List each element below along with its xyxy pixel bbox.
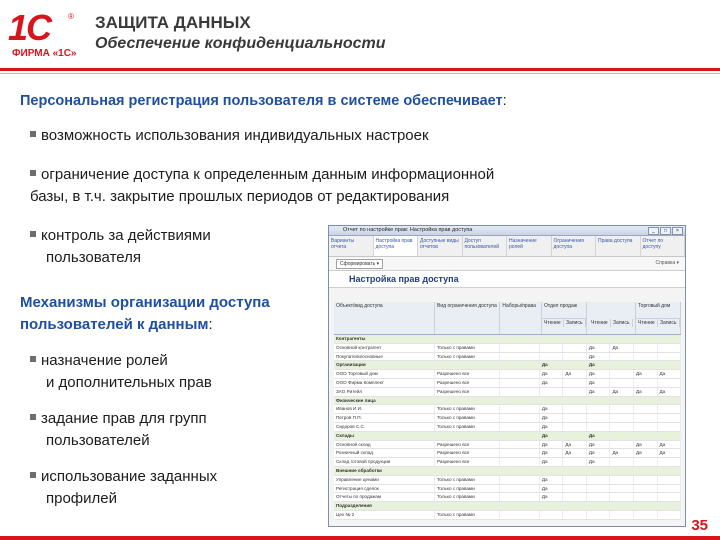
table-cell — [634, 493, 658, 501]
section-link[interactable]: Ограничения доступа — [552, 236, 597, 256]
table-cell: Да — [540, 458, 564, 466]
table-cell: Да — [587, 388, 611, 396]
column-header: Запись — [564, 319, 586, 327]
table-cell — [634, 458, 658, 466]
table-row[interactable] — [334, 423, 681, 432]
table-cell: Да — [587, 370, 611, 378]
column-header-spacer — [589, 303, 633, 319]
table-cell: Основной контрагент — [334, 344, 435, 352]
table-cell — [500, 370, 540, 378]
slide-subtitle: Обеспечение конфиденциальности — [95, 35, 386, 52]
table-row[interactable] — [334, 379, 681, 388]
section-link[interactable]: Варианты отчета — [329, 236, 374, 256]
column-subheaders — [589, 319, 633, 327]
table-cell — [634, 397, 658, 405]
table-cell — [587, 414, 611, 422]
table-cell — [500, 485, 540, 493]
table-cell — [658, 476, 682, 484]
logo-firm-name: ФИРМА «1С» — [12, 48, 77, 59]
company-logo — [6, 8, 86, 62]
access-settings-window — [328, 225, 686, 527]
table-cell: Да — [540, 423, 564, 431]
table-cell: Управление ценами — [334, 476, 435, 484]
table-cell — [500, 441, 540, 449]
column-header: Чтение — [542, 319, 564, 327]
table-cell: Разрешено все — [435, 449, 500, 457]
table-cell — [500, 335, 540, 343]
table-group-row[interactable] — [334, 502, 681, 511]
maximize-icon[interactable]: □ — [660, 227, 671, 235]
bullet-square-icon — [30, 414, 36, 420]
section-link[interactable]: Доступ пользователей — [463, 236, 508, 256]
table-cell — [563, 485, 587, 493]
bullet-text-continued: базы, в т.ч. закрытие прошлых периодов от редактирования — [30, 188, 450, 205]
bullet-text: контроль за действиями — [41, 227, 211, 244]
table-cell — [610, 423, 634, 431]
column-group-header: Торговый дом — [636, 302, 680, 319]
table-cell — [610, 361, 634, 369]
table-cell — [563, 432, 587, 440]
table-cell — [500, 397, 540, 405]
table-cell: Да — [587, 449, 611, 457]
table-cell — [658, 432, 682, 440]
table-cell — [500, 449, 540, 457]
table-cell: Иванов И.И. — [334, 405, 435, 413]
section-panel — [329, 236, 685, 257]
table-cell — [587, 335, 611, 343]
section-link[interactable]: Права доступа — [596, 236, 641, 256]
table-cell — [634, 353, 658, 361]
table-cell: Да — [563, 441, 587, 449]
table-cell: ЗАО Ритейл — [334, 388, 435, 396]
table-cell — [435, 467, 500, 475]
table-cell: Да — [610, 449, 634, 457]
list-item — [30, 408, 207, 452]
table-cell — [587, 405, 611, 413]
table-cell — [634, 423, 658, 431]
table-cell — [610, 502, 634, 510]
table-cell — [500, 511, 540, 519]
table-cell: Только с правами — [435, 423, 500, 431]
table-cell — [563, 467, 587, 475]
table-cell — [587, 467, 611, 475]
table-cell — [634, 485, 658, 493]
table-cell — [634, 335, 658, 343]
generate-report-button[interactable]: Сформировать ▾ — [336, 259, 383, 269]
table-group-row[interactable] — [334, 361, 681, 370]
column-header: Наборы/права — [500, 302, 542, 334]
table-cell — [540, 335, 564, 343]
table-cell: Да — [540, 432, 564, 440]
table-row[interactable] — [334, 441, 681, 450]
form-title: Настройка прав доступа — [329, 271, 685, 288]
table-cell: Да — [634, 441, 658, 449]
bullet-text: использование заданных — [41, 468, 218, 485]
table-cell — [540, 344, 564, 352]
table-cell — [634, 379, 658, 387]
table-cell: Да — [587, 379, 611, 387]
column-header: Чтение — [589, 319, 611, 327]
close-icon[interactable]: × — [672, 227, 683, 235]
table-cell — [658, 344, 682, 352]
table-group-row[interactable] — [334, 335, 681, 344]
table-cell: Регистрация сделок — [334, 485, 435, 493]
table-cell: Да — [658, 370, 682, 378]
table-cell — [435, 502, 500, 510]
section-link[interactable]: Отчет по доступу — [641, 236, 686, 256]
page-number: 35 — [691, 517, 708, 534]
table-cell — [610, 458, 634, 466]
table-cell — [610, 493, 634, 501]
table-cell — [563, 423, 587, 431]
minimize-icon[interactable]: _ — [648, 227, 659, 235]
table-cell — [610, 485, 634, 493]
table-cell — [634, 432, 658, 440]
table-cell — [540, 502, 564, 510]
table-cell: Да — [634, 370, 658, 378]
header-divider-thin — [0, 73, 720, 74]
table-cell — [500, 379, 540, 387]
table-row[interactable] — [334, 388, 681, 397]
table-cell: Разрешено все — [435, 388, 500, 396]
table-cell — [563, 379, 587, 387]
table-cell: Внешние обработки — [334, 467, 435, 475]
table-cell — [610, 511, 634, 519]
column-group — [542, 302, 587, 334]
table-cell: Да — [563, 449, 587, 457]
table-cell: Да — [587, 353, 611, 361]
bullet-text: задание прав для групп — [41, 410, 207, 427]
bullet-text-continued: профилей — [46, 490, 118, 507]
table-cell — [610, 379, 634, 387]
table-cell — [500, 467, 540, 475]
table-cell: Цех № 2 — [334, 511, 435, 519]
table-row[interactable] — [334, 405, 681, 414]
section1-heading-text: Персональная регистрация пользователя в системе обеспечивает — [20, 93, 503, 109]
column-header: Запись — [658, 319, 680, 327]
table-cell: Да — [540, 493, 564, 501]
table-cell — [500, 361, 540, 369]
table-cell — [500, 353, 540, 361]
table-row[interactable] — [334, 414, 681, 423]
table-cell — [658, 353, 682, 361]
table-row[interactable] — [334, 458, 681, 467]
table-cell: Да — [540, 361, 564, 369]
window-title: Отчет по настройке прав: Настройка прав доступа — [343, 227, 473, 233]
table-cell: Да — [540, 485, 564, 493]
column-group — [636, 302, 681, 334]
table-cell: Да — [658, 441, 682, 449]
bullet-text-continued: пользователя — [46, 249, 141, 266]
section1-heading — [20, 93, 507, 109]
table-cell — [500, 502, 540, 510]
bullet-text-continued: и дополнительных прав — [46, 374, 212, 391]
section2-heading — [20, 292, 270, 336]
list-item — [30, 225, 211, 269]
table-cell: Основной склад — [334, 441, 435, 449]
table-cell: Разрешено все — [435, 441, 500, 449]
table-cell — [658, 485, 682, 493]
table-cell — [500, 423, 540, 431]
table-cell: Да — [540, 370, 564, 378]
table-cell — [563, 414, 587, 422]
table-cell: Да — [587, 344, 611, 352]
column-subheaders — [636, 319, 680, 327]
table-cell: Да — [634, 449, 658, 457]
table-cell — [540, 397, 564, 405]
table-cell — [587, 476, 611, 484]
table-cell — [610, 414, 634, 422]
table-header — [334, 302, 681, 335]
table-cell: Да — [587, 361, 611, 369]
table-cell: Да — [658, 449, 682, 457]
list-item — [30, 125, 429, 147]
table-cell: Да — [540, 441, 564, 449]
section2-heading-line1: Механизмы организации доступа — [20, 294, 270, 311]
table-cell: Покупатели/основные — [334, 353, 435, 361]
table-cell: Разрешено все — [435, 370, 500, 378]
table-cell — [540, 388, 564, 396]
table-cell — [563, 511, 587, 519]
table-cell: Организации — [334, 361, 435, 369]
bullet-text-continued: пользователей — [46, 432, 150, 449]
table-cell — [435, 335, 500, 343]
table-cell — [658, 397, 682, 405]
table-cell: Только с правами — [435, 476, 500, 484]
bullet-square-icon — [30, 231, 36, 237]
table-cell — [500, 344, 540, 352]
table-cell — [610, 476, 634, 484]
table-cell — [587, 511, 611, 519]
bullet-text: ограничение доступа к определенным данным информационной — [41, 166, 495, 183]
table-cell: Только с правами — [435, 405, 500, 413]
section-link-active[interactable]: Настройка прав доступа — [374, 236, 419, 256]
table-cell — [634, 502, 658, 510]
table-cell: Розничный склад — [334, 449, 435, 457]
table-cell — [500, 493, 540, 501]
table-row[interactable] — [334, 353, 681, 362]
table-cell: Разрешено все — [435, 458, 500, 466]
table-cell: Да — [587, 441, 611, 449]
table-row[interactable] — [334, 485, 681, 494]
column-header: Вид ограничения доступа — [435, 302, 500, 334]
table-cell — [540, 511, 564, 519]
table-cell — [610, 335, 634, 343]
table-cell — [563, 353, 587, 361]
logo-registered-mark: ® — [68, 12, 74, 21]
list-item — [30, 466, 217, 510]
header-divider — [0, 68, 720, 71]
table-cell — [658, 458, 682, 466]
table-cell — [610, 432, 634, 440]
table-cell: Да — [634, 388, 658, 396]
table-cell: Да — [540, 476, 564, 484]
table-cell: Да — [563, 370, 587, 378]
table-cell — [500, 388, 540, 396]
table-cell — [587, 485, 611, 493]
column-group-header: Отдел продаж — [542, 302, 586, 319]
table-cell — [658, 379, 682, 387]
table-cell: ООО Фирма Комплект — [334, 379, 435, 387]
table-cell — [563, 493, 587, 501]
table-cell: Да — [587, 432, 611, 440]
table-cell — [658, 361, 682, 369]
table-cell: Подразделения — [334, 502, 435, 510]
bullet-square-icon — [30, 356, 36, 362]
table-cell — [610, 353, 634, 361]
table-cell — [563, 476, 587, 484]
column-header: Чтение — [636, 319, 658, 327]
table-cell — [563, 335, 587, 343]
table-group-row[interactable] — [334, 397, 681, 406]
table-cell — [634, 476, 658, 484]
table-cell — [634, 344, 658, 352]
table-cell — [563, 458, 587, 466]
table-cell — [634, 467, 658, 475]
column-header: Запись — [611, 319, 633, 327]
table-cell — [610, 397, 634, 405]
table-cell — [610, 467, 634, 475]
table-cell — [587, 423, 611, 431]
table-cell — [658, 493, 682, 501]
table-cell — [634, 361, 658, 369]
help-button[interactable]: Справка ▾ — [655, 260, 679, 266]
table-cell — [658, 423, 682, 431]
table-cell — [610, 441, 634, 449]
table-cell: Да — [540, 449, 564, 457]
table-cell: Только с правами — [435, 485, 500, 493]
table-cell — [634, 414, 658, 422]
table-cell — [563, 361, 587, 369]
column-subheaders — [542, 319, 586, 327]
table-cell: Сидоров С.С. — [334, 423, 435, 431]
table-cell: Петров П.П. — [334, 414, 435, 422]
table-cell — [634, 405, 658, 413]
table-cell — [500, 458, 540, 466]
table-cell: ООО Торговый дом — [334, 370, 435, 378]
table-cell — [658, 467, 682, 475]
table-cell — [500, 476, 540, 484]
logo-mark: 1С — [8, 7, 51, 48]
table-cell — [435, 397, 500, 405]
table-cell — [634, 511, 658, 519]
table-cell — [587, 502, 611, 510]
list-item — [30, 350, 212, 394]
table-cell: Только с правами — [435, 344, 500, 352]
table-cell — [540, 467, 564, 475]
table-cell — [435, 361, 500, 369]
table-cell — [658, 335, 682, 343]
table-cell — [587, 397, 611, 405]
table-group-row[interactable] — [334, 432, 681, 441]
table-cell: Да — [610, 344, 634, 352]
table-cell: Да — [540, 379, 564, 387]
access-rights-table — [334, 302, 681, 520]
bullet-text: назначение ролей — [41, 352, 168, 369]
table-cell — [658, 502, 682, 510]
table-cell: Склады — [334, 432, 435, 440]
table-cell — [563, 388, 587, 396]
table-cell — [563, 344, 587, 352]
table-cell — [658, 405, 682, 413]
section-link[interactable]: Назначение ролей — [507, 236, 552, 256]
list-item — [30, 164, 494, 208]
table-cell: Отчеты по продажам — [334, 493, 435, 501]
table-row[interactable] — [334, 344, 681, 353]
column-header: Объект/вид доступа — [334, 302, 435, 334]
table-cell: Только с правами — [435, 414, 500, 422]
window-title-bar — [329, 226, 685, 236]
table-cell: Да — [540, 405, 564, 413]
table-cell: Да — [658, 388, 682, 396]
window-controls — [647, 227, 683, 236]
table-row[interactable] — [334, 511, 681, 520]
table-cell — [610, 405, 634, 413]
table-cell: Физические лица — [334, 397, 435, 405]
section-link[interactable]: Доступные виды отчетов — [418, 236, 463, 256]
table-cell — [610, 370, 634, 378]
column-header — [587, 302, 636, 334]
table-row[interactable] — [334, 476, 681, 485]
table-cell: Только с правами — [435, 353, 500, 361]
table-cell — [563, 397, 587, 405]
bullet-square-icon — [30, 472, 36, 478]
bullet-text: возможность использования индивидуальных настроек — [41, 127, 429, 144]
table-row[interactable] — [334, 493, 681, 502]
table-cell — [658, 414, 682, 422]
table-cell — [435, 432, 500, 440]
table-cell — [563, 405, 587, 413]
table-cell: Контрагенты — [334, 335, 435, 343]
table-cell — [563, 502, 587, 510]
table-cell: Разрешено все — [435, 379, 500, 387]
table-row[interactable] — [334, 449, 681, 458]
table-row[interactable] — [334, 370, 681, 379]
table-cell — [658, 511, 682, 519]
table-cell: Да — [540, 414, 564, 422]
table-body — [334, 335, 681, 520]
table-cell: Склад готовой продукции — [334, 458, 435, 466]
table-cell — [540, 353, 564, 361]
table-cell — [500, 405, 540, 413]
section2-heading-line2: пользователей к данным — [20, 316, 209, 333]
bullet-square-icon — [30, 170, 36, 176]
footer-divider — [0, 536, 720, 540]
table-cell: Только с правами — [435, 511, 500, 519]
section2-heading-colon: : — [208, 316, 213, 333]
window-toolbar — [329, 257, 685, 271]
table-cell — [500, 414, 540, 422]
table-group-row[interactable] — [334, 467, 681, 476]
table-cell — [500, 432, 540, 440]
slide-title: ЗАЩИТА ДАННЫХ — [95, 13, 251, 32]
section1-heading-colon: : — [502, 93, 507, 109]
bullet-square-icon — [30, 131, 36, 137]
table-cell: Да — [610, 388, 634, 396]
table-cell — [587, 493, 611, 501]
table-cell: Только с правами — [435, 493, 500, 501]
table-cell: Да — [587, 458, 611, 466]
